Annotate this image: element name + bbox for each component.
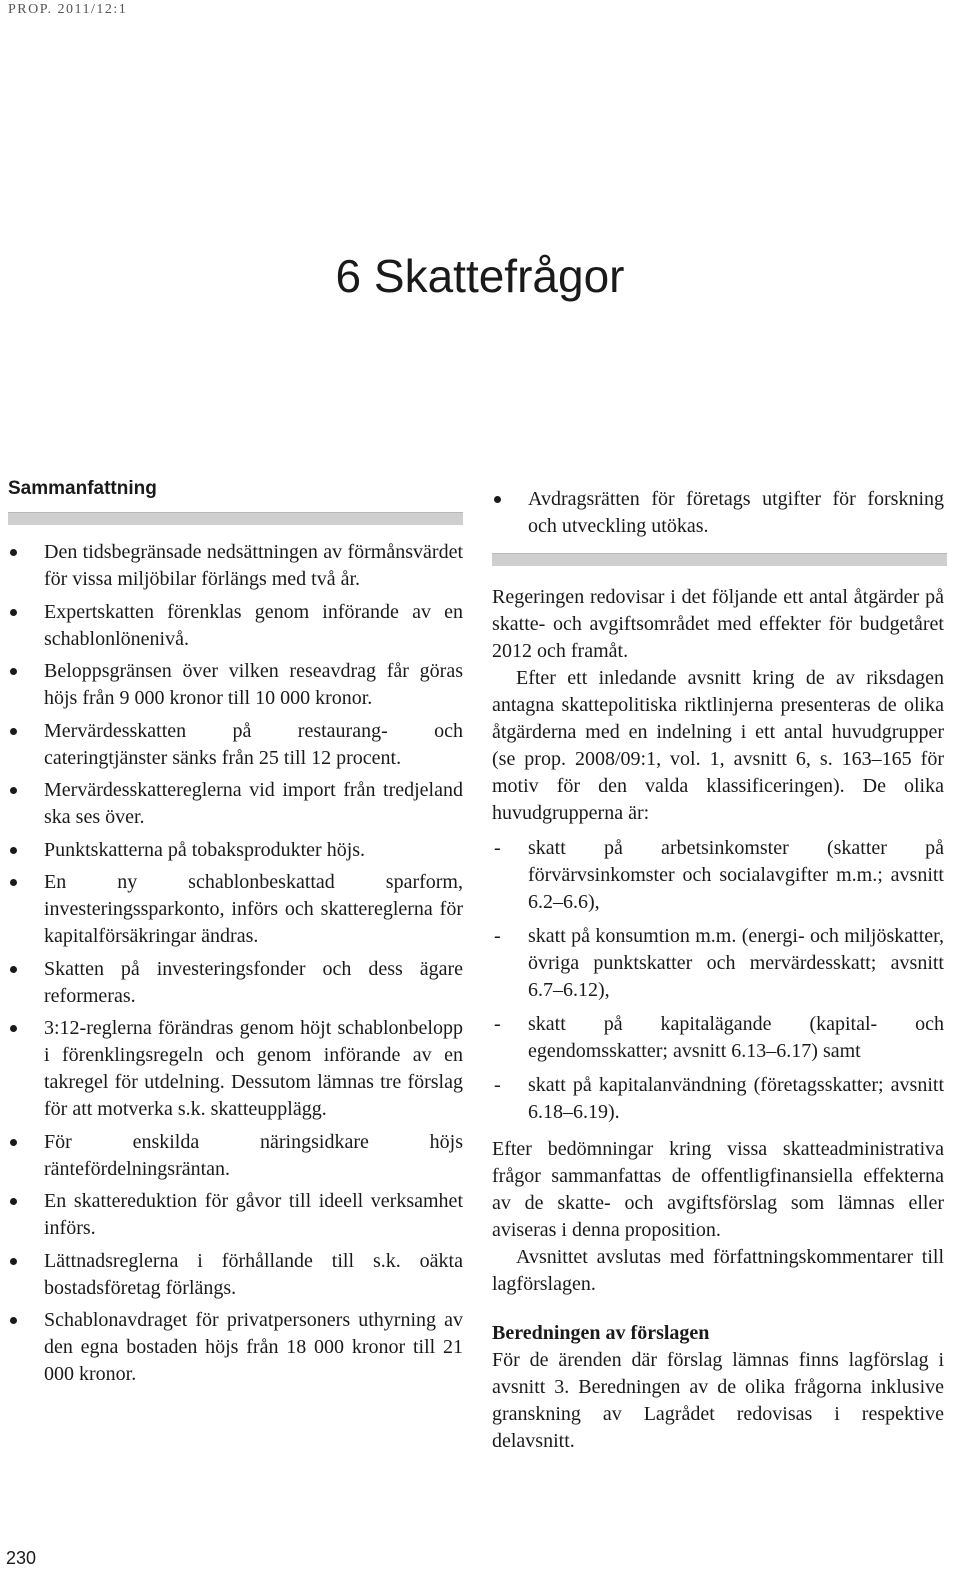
summary-bullet: Beloppsgränsen över vilken reseavdrag får göras höjs från 9 000 kronor till 10 000 kronor. (8, 658, 463, 712)
bullet-icon (10, 787, 17, 794)
bullet-icon (10, 668, 17, 675)
body-paragraph: Avsnittet avslutas med författningskommentarer till lagförslagen. (492, 1246, 944, 1295)
summary-bullet: Punktskatterna på tobaksprodukter höjs. (8, 837, 463, 864)
chapter-title: 6 Skattefrågor (335, 249, 625, 302)
summary-bullet-list (8, 539, 463, 1388)
summary-rule-left (8, 512, 463, 525)
summary-bullet: Avdragsrätten för företags utgifter för forskning och utveckling utökas. (492, 486, 944, 540)
summary-bullet: Lättnadsreglerna i förhållande till s.k. oäkta bostadsföretag förlängs. (8, 1248, 463, 1302)
bullet-icon (10, 1258, 17, 1265)
bullet-icon (10, 728, 17, 735)
bullet-icon (10, 1317, 17, 1324)
body-paragraph: Regeringen redovisar i det följande ett antal åtgärder på skatte- och avgiftsområdet med effekter för budgetåret 2012 och framåt. (492, 586, 944, 662)
bullet-icon (10, 1139, 17, 1146)
summary-bullet: Expertskatten förenklas genom införande av en schablonlönenivå. (8, 599, 463, 653)
summary-column-left (8, 478, 463, 1394)
summary-bullet: En ny schablonbeskattad sparform, investeringssparkonto, införs och skattereglerna för kapitalförsäkringar ändras. (8, 869, 463, 950)
section-subheading: Beredningen av förslagen (492, 1322, 710, 1344)
bullet-icon (494, 496, 501, 503)
body-paragraph: Efter ett inledande avsnitt kring de av riksdagen antagna skattepolitiska riktlinjerna presenteras de olika åtgärderna med en indelning i ett antal huvudgrupper (se prop. 2008/09:1, vol. 1, avsnitt 6, s. 163–165 för motiv för den valda klassificeringen). De olika huvudgrupperna är: (492, 667, 944, 824)
summary-bullet: Mervärdesskattereglerna vid import från tredjeland ska ses över. (8, 777, 463, 831)
bullet-icon (10, 549, 17, 556)
category-dash-list (492, 835, 944, 1126)
summary-bullet: Den tidsbegränsade nedsättningen av förmånsvärdet för vissa miljöbilar förlängs med två år. (8, 539, 463, 593)
summary-bullet: Mervärdesskatten på restaurang- och cateringtjänster sänks från 25 till 12 procent. (8, 718, 463, 772)
dash-marker: - (494, 1013, 501, 1035)
summary-bullet: 3:12-reglerna förändras genom höjt schablonbelopp i förenklingsregeln och genom införande av en takregel för utdelning. Dessutom lämnas tre förslag för att motverka s.k. skatteupplägg. (8, 1015, 463, 1123)
dash-marker: - (494, 925, 501, 947)
body-paragraph: För de ärenden där förslag lämnas finns lagförslag i avsnitt 3. Beredningen av de olika frågorna inklusive granskning av Lagrådet redovisas i respektive delavsnitt. (492, 1349, 944, 1452)
dash-item: - skatt på arbetsinkomster (skatter på förvärvsinkomster och socialavgifter m.m.; avsnitt 6.2–6.6), (494, 837, 944, 913)
dash-item: - skatt på kapitalanvändning (företagsskatter; avsnitt 6.18–6.19). (494, 1074, 944, 1123)
body-paragraph: Efter bedömningar kring vissa skatteadministrativa frågor sammanfattas de offentligfinansiella effekterna av de skatte- och avgiftsförslag som lämnas eller aviseras i denna proposition. (492, 1138, 944, 1241)
dash-marker: - (494, 837, 501, 859)
bullet-icon (10, 1025, 17, 1032)
summary-bullet: Skatten på investeringsfonder och dess ägare reformeras. (8, 956, 463, 1010)
bullet-icon (10, 879, 17, 886)
summary-rule-right (492, 553, 947, 566)
bullet-icon (10, 966, 17, 973)
summary-bullet-list-continued (492, 486, 944, 540)
dash-marker: - (494, 1074, 501, 1096)
summary-bullet: En skattereduktion för gåvor till ideell verksamhet införs. (8, 1188, 463, 1242)
summary-bullet: Schablonavdraget för privatpersoners uthyrning av den egna bostaden höjs från 18 000 kronor till 21 000 kronor. (8, 1307, 463, 1388)
bullet-icon (10, 1198, 17, 1205)
summary-heading: Sammanfattning (8, 478, 157, 499)
bullet-icon (10, 609, 17, 616)
summary-bullet: För enskilda näringsidkare höjs räntefördelningsräntan. (8, 1129, 463, 1183)
running-head: PROP. 2011/12:1 (8, 2, 128, 17)
body-column-right (492, 486, 944, 1455)
dash-item: - skatt på konsumtion m.m. (energi- och miljöskatter, övriga punktskatter och mervärdesskatt; avsnitt 6.7–6.12), (494, 925, 944, 1001)
dash-item: - skatt på kapitalägande (kapital- och egendomsskatter; avsnitt 6.13–6.17) samt (494, 1013, 944, 1062)
bullet-icon (10, 847, 17, 854)
page-number: 230 (6, 1548, 37, 1568)
